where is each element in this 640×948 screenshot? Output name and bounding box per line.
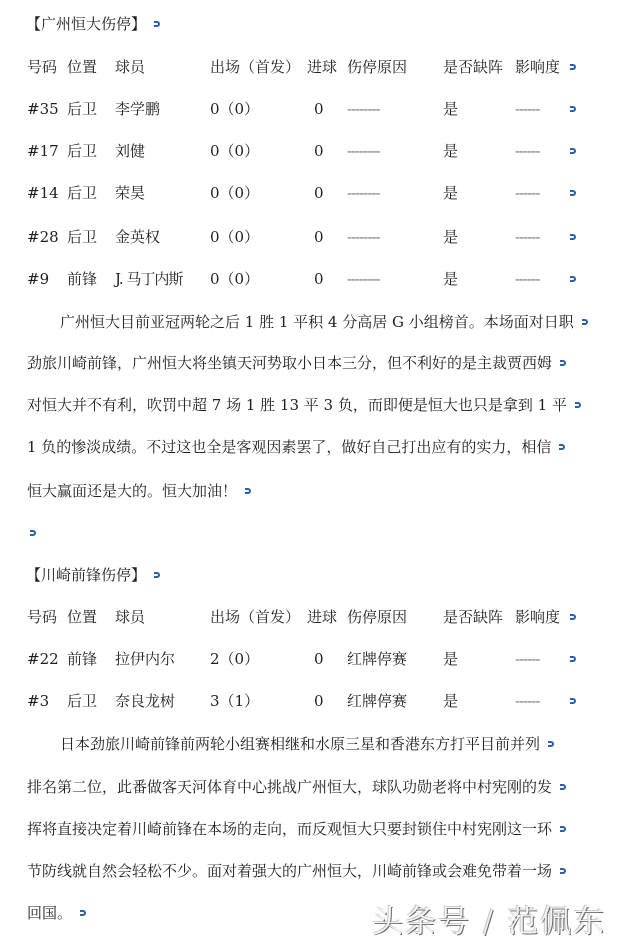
cell-position: 前锋 <box>67 650 98 668</box>
section-title-guangzhou <box>26 12 160 36</box>
cell-appearances: 0（0） <box>210 270 260 288</box>
table-header <box>0 605 640 629</box>
cell-appearances: 0（0） <box>210 184 260 202</box>
header-appearances: 出场（首发） <box>210 608 301 626</box>
header-player: 球员 <box>115 608 146 626</box>
cell-goals: 0 <box>314 228 324 246</box>
paragraph-mark-icon <box>30 530 36 536</box>
cell-number: #28 <box>27 228 59 246</box>
paragraph-mark-icon <box>570 148 576 154</box>
paragraph-line <box>60 732 554 756</box>
header-absent: 是否缺阵 <box>443 608 504 626</box>
paragraph-line <box>60 310 588 334</box>
table-row <box>0 225 640 249</box>
cell-number: #3 <box>27 692 50 710</box>
cell-appearances: 0（0） <box>210 142 260 160</box>
header-appearances: 出场（首发） <box>210 58 301 76</box>
cell-player: 荣昊 <box>115 184 146 202</box>
paragraph-line <box>27 775 566 799</box>
paragraph-mark-icon <box>548 741 554 747</box>
cell-reason: -------- <box>347 184 380 202</box>
paragraph-mark-icon <box>582 319 588 325</box>
cell-absent: 是 <box>443 692 459 710</box>
cell-reason: -------- <box>347 142 380 160</box>
paragraph-line <box>27 351 566 375</box>
header-goals: 进球 <box>307 58 338 76</box>
paragraph-text: 对恒大并不有利，吹罚中超 7 场 1 胜 13 平 3 负，而即便是恒大也只是拿到 1 平 <box>27 396 567 414</box>
cell-player: 刘健 <box>115 142 146 160</box>
cell-reason: 红牌停赛 <box>347 650 408 668</box>
table-row <box>0 139 640 163</box>
cell-appearances: 3（1） <box>210 692 260 710</box>
cell-number: #17 <box>27 142 59 160</box>
cell-appearances: 2（0） <box>210 650 260 668</box>
cell-reason: -------- <box>347 100 380 118</box>
paragraph-text: 节防线就自然会轻松不少。面对着强大的广州恒大，川崎前锋或会难免带着一场 <box>27 862 553 880</box>
watermark: 头条号 / 范佩东 <box>372 904 607 940</box>
paragraph-mark-icon <box>560 784 566 790</box>
table-row <box>0 647 640 671</box>
paragraph-line <box>27 393 581 417</box>
cell-goals: 0 <box>314 650 324 668</box>
paragraph-mark-icon <box>570 234 576 240</box>
cell-player: 金英权 <box>115 228 161 246</box>
cell-goals: 0 <box>314 184 324 202</box>
paragraph-line <box>27 901 86 925</box>
paragraph-text: 1 负的惨淡成绩。不过这也全是客观因素罢了，做好自己打出应有的实力，相信 <box>27 438 552 456</box>
cell-impact: ------ <box>515 228 540 246</box>
cell-impact: ------ <box>515 100 540 118</box>
header-impact: 影响度 <box>515 608 561 626</box>
paragraph-line <box>27 435 565 459</box>
cell-position: 后卫 <box>67 142 98 160</box>
cell-absent: 是 <box>443 184 459 202</box>
paragraph-mark-icon <box>570 614 576 620</box>
paragraph-line <box>27 859 566 883</box>
cell-impact: ------ <box>515 142 540 160</box>
paragraph-line <box>27 479 251 503</box>
paragraph-text: 日本劲旅川崎前锋前两轮小组赛相继和水原三星和香港东方打平目前并列 <box>60 735 541 753</box>
paragraph-mark-icon <box>245 488 251 494</box>
paragraph-mark-icon <box>570 64 576 70</box>
header-position: 位置 <box>67 608 98 626</box>
cell-position: 前锋 <box>67 270 98 288</box>
cell-number: #9 <box>27 270 50 288</box>
cell-goals: 0 <box>314 270 324 288</box>
table-row <box>0 181 640 205</box>
header-number: 号码 <box>27 58 58 76</box>
section-title-text: 【川崎前锋伤停】 <box>26 566 147 584</box>
paragraph-mark-icon <box>570 656 576 662</box>
paragraph-mark-icon <box>154 572 160 578</box>
cell-position: 后卫 <box>67 184 98 202</box>
paragraph-line <box>27 817 566 841</box>
header-player: 球员 <box>115 58 146 76</box>
paragraph-text: 广州恒大目前亚冠两轮之后 1 胜 1 平积 4 分高居 G 小组榜首。本场面对日职 <box>60 313 574 331</box>
cell-impact: ------ <box>515 270 540 288</box>
paragraph-mark-icon <box>570 698 576 704</box>
empty-paragraph <box>22 521 36 545</box>
cell-absent: 是 <box>443 100 459 118</box>
cell-absent: 是 <box>443 650 459 668</box>
cell-impact: ------ <box>515 184 540 202</box>
paragraph-mark-icon <box>80 910 86 916</box>
cell-goals: 0 <box>314 692 324 710</box>
paragraph-mark-icon <box>154 21 160 27</box>
cell-impact: ------ <box>515 692 540 710</box>
paragraph-text: 恒大赢面还是大的。恒大加油！ <box>27 482 238 500</box>
paragraph-mark-icon <box>570 276 576 282</box>
header-goals: 进球 <box>307 608 338 626</box>
cell-player: 拉伊内尔 <box>115 650 176 668</box>
paragraph-mark-icon <box>575 402 581 408</box>
cell-absent: 是 <box>443 270 459 288</box>
paragraph-mark-icon <box>560 360 566 366</box>
cell-position: 后卫 <box>67 692 98 710</box>
cell-number: #22 <box>27 650 59 668</box>
paragraph-text: 劲旅川崎前锋，广州恒大将坐镇天河势取小日本三分，但不利好的是主裁贾西姆 <box>27 354 553 372</box>
cell-number: #35 <box>27 100 59 118</box>
header-number: 号码 <box>27 608 58 626</box>
cell-reason: -------- <box>347 228 380 246</box>
paragraph-text: 回国。 <box>27 904 73 922</box>
section-title-text: 【广州恒大伤停】 <box>26 15 147 33</box>
cell-position: 后卫 <box>67 228 98 246</box>
header-reason: 伤停原因 <box>347 58 408 76</box>
paragraph-mark-icon <box>570 106 576 112</box>
paragraph-mark-icon <box>570 190 576 196</box>
header-impact: 影响度 <box>515 58 561 76</box>
cell-impact: ------ <box>515 650 540 668</box>
table-row <box>0 97 640 121</box>
table-row <box>0 267 640 291</box>
cell-absent: 是 <box>443 142 459 160</box>
cell-position: 后卫 <box>67 100 98 118</box>
header-position: 位置 <box>67 58 98 76</box>
cell-goals: 0 <box>314 100 324 118</box>
header-reason: 伤停原因 <box>347 608 408 626</box>
cell-player: J. 马丁内斯 <box>115 270 183 288</box>
paragraph-mark-icon <box>560 868 566 874</box>
cell-goals: 0 <box>314 142 324 160</box>
table-row <box>0 689 640 713</box>
cell-number: #14 <box>27 184 59 202</box>
paragraph-mark-icon <box>559 444 565 450</box>
cell-absent: 是 <box>443 228 459 246</box>
cell-appearances: 0（0） <box>210 100 260 118</box>
paragraph-text: 挥将直接决定着川崎前锋在本场的走向，而反观恒大只要封锁住中村宪刚这一环 <box>27 820 553 838</box>
cell-reason: -------- <box>347 270 380 288</box>
header-absent: 是否缺阵 <box>443 58 504 76</box>
cell-appearances: 0（0） <box>210 228 260 246</box>
cell-player: 李学鹏 <box>115 100 161 118</box>
table-header <box>0 55 640 79</box>
paragraph-text: 排名第二位，此番做客天河体育中心挑战广州恒大，球队功勋老将中村宪刚的发 <box>27 778 553 796</box>
paragraph-mark-icon <box>560 826 566 832</box>
section-title-kawasaki <box>26 563 160 587</box>
cell-reason: 红牌停赛 <box>347 692 408 710</box>
cell-player: 奈良龙树 <box>115 692 176 710</box>
